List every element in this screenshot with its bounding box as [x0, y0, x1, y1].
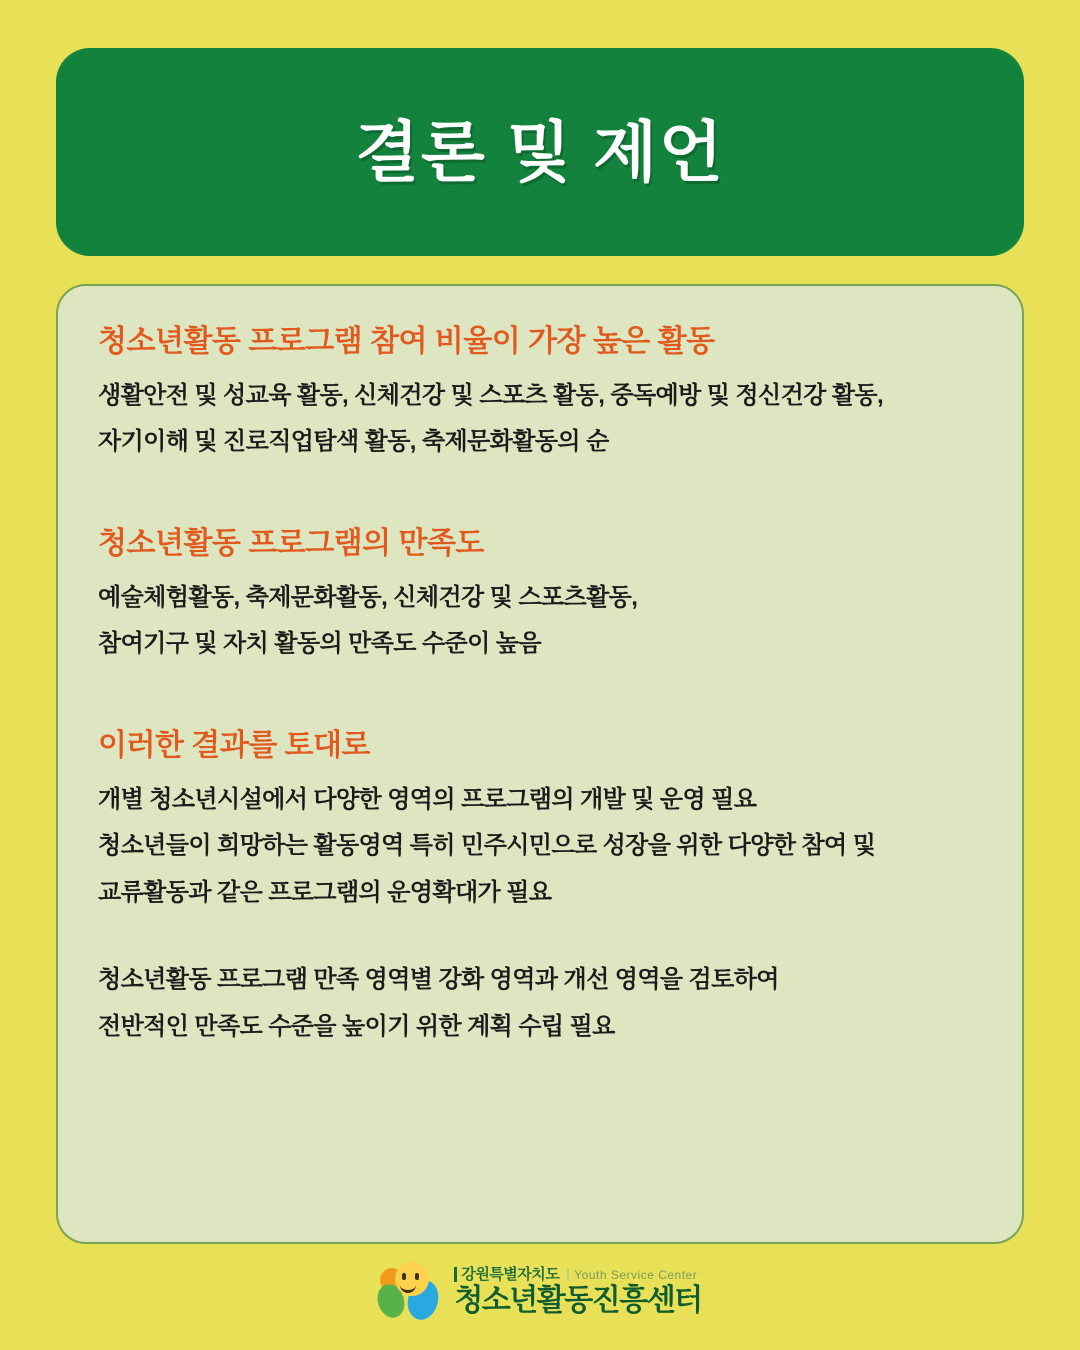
section-recommendations — [98, 726, 982, 1050]
section-participation — [98, 322, 982, 466]
section-line: 전반적인 만족도 수준을 높이기 위한 계획 수립 필요 — [98, 1012, 615, 1040]
section-line: 자기이해 및 진로직업탐색 활동, 축제문화활동의 순 — [98, 428, 609, 456]
spacer — [98, 472, 982, 524]
youth-center-logo-icon — [378, 1262, 440, 1324]
section-line: 청소년들이 희망하는 활동영역 특히 민주시민으로 성장을 위한 다양한 참여 및 — [98, 832, 876, 860]
section-line: 참여기구 및 자치 활동의 만족도 수준이 높음 — [98, 630, 541, 658]
page-title: 결론 및 제언 — [355, 115, 725, 189]
section-line: 교류활동과 같은 프로그램의 운영확대가 필요 — [98, 879, 552, 907]
logo-face-eye-left-icon — [402, 1273, 406, 1280]
section-heading: 이러한 결과를 토대로 — [98, 729, 370, 763]
spacer — [98, 674, 982, 726]
logo-face-eye-right-icon — [415, 1273, 419, 1280]
section-satisfaction — [98, 524, 982, 668]
section-line: 생활안전 및 성교육 활동, 신체건강 및 스포츠 활동, 중독예방 및 정신건강 활동, — [98, 381, 884, 409]
org-english-name: Youth Service Center — [567, 1269, 697, 1281]
header-banner — [56, 48, 1024, 256]
org-name: 청소년활동진흥센터 — [454, 1284, 702, 1318]
spacer — [98, 917, 982, 957]
logo-top-row — [454, 1267, 701, 1282]
footer-logo — [56, 1262, 1024, 1324]
org-region: 강원특별자치도 — [454, 1267, 559, 1282]
section-line: 개별 청소년시설에서 다양한 영역의 프로그램의 개발 및 운영 필요 — [98, 785, 757, 813]
section-line: 예술체험활동, 축제문화활동, 신체건강 및 스포츠활동, — [98, 583, 638, 611]
section-heading: 청소년활동 프로그램 참여 비율이 가장 높은 활동 — [98, 325, 715, 358]
section-heading: 청소년활동 프로그램의 만족도 — [98, 527, 484, 561]
section-line: 청소년활동 프로그램 만족 영역별 강화 영역과 개선 영역을 검토하여 — [98, 966, 779, 994]
logo-text-block — [454, 1267, 701, 1319]
content-card — [56, 284, 1024, 1244]
